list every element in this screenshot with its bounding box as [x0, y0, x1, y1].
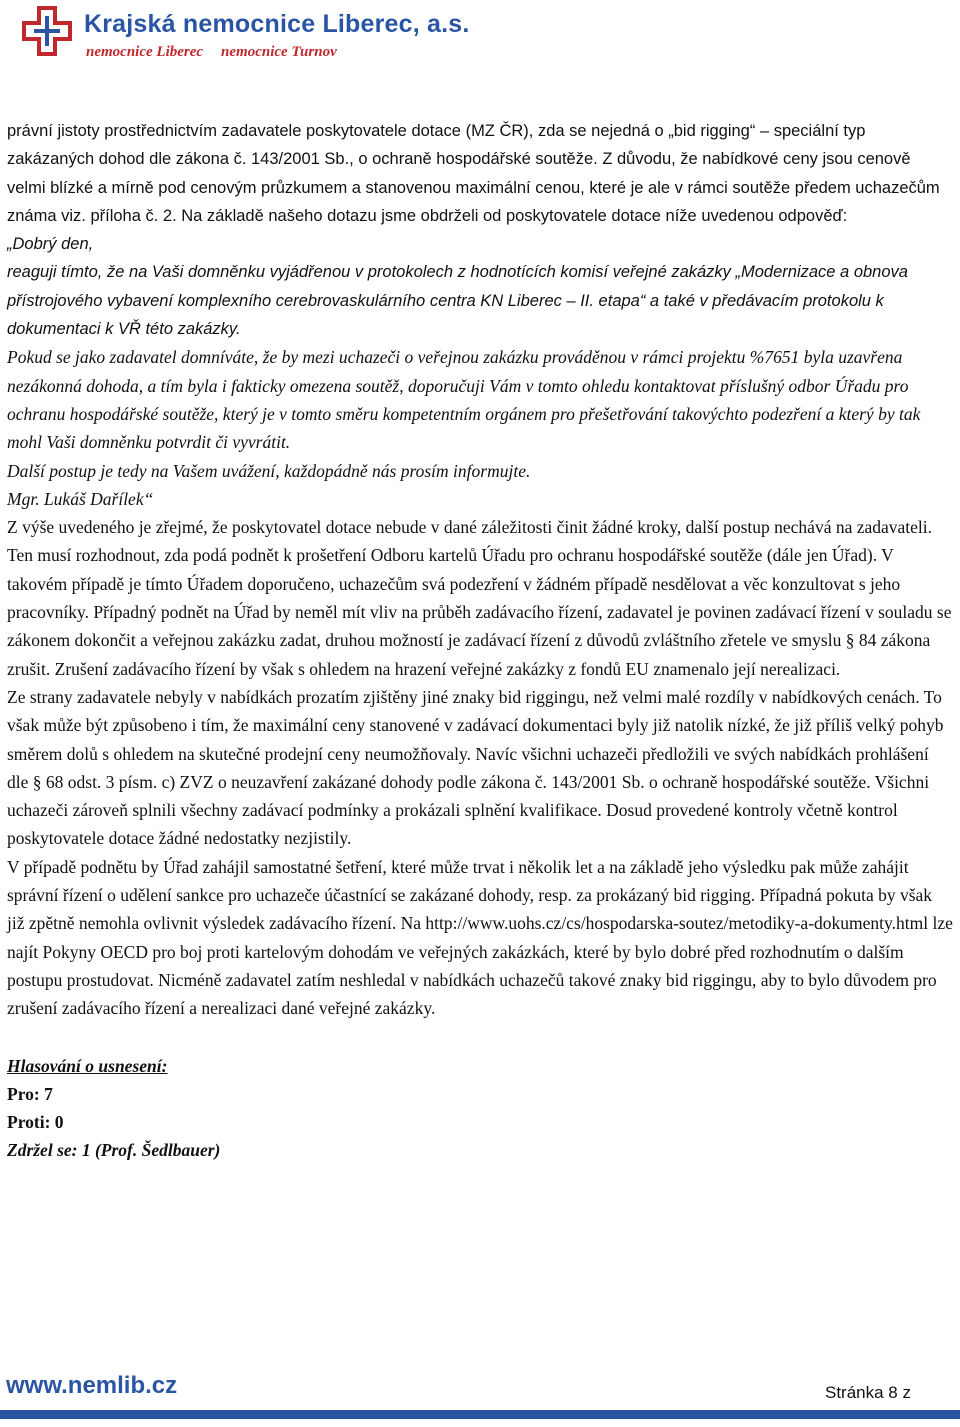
paragraph-findings: Ze strany zadavatele nebyly v nabídkách prozatím zjištěny jiné znaky bid riggingu, než velmi malé rozdíly v nabídkových cenách. To však může být způsobeno i tím, že maximální ceny stanovené v zadávací dokumentaci byly již natolik nízké, že již příliš velký pohyb směrem dolů s ohledem na skutečné prodejní ceny neumožňovaly. Navíc všichni uchazeči předložili ve svých nabídkách prohlášení dle § 68 odst. 3 písm. c) ZVZ o neuzavření zakázané dohody podle zákona č. 143/2001 Sb. o ochraně hospodářské soutěže. Všichni uchazeči zároveň splnili všechny zadávací podmínky a prokázali splnění kvalifikace. Dosud provedené kontroly včetně kontrol poskytovatele dotace žádné nedostatky nezjistily.: [7, 686, 944, 849]
footer-website: www.nemlib.cz: [6, 1372, 178, 1399]
quote-paragraph: reaguji tímto, že na Vaši domněnku vyjádřenou v protokolech z hodnotících komisí veřejné zakázky „Modernizace a obnova přístrojového vybavení komplexního cerebrovaskulárního centra KN Liberec – II. etapa“ a také v předávacím protokolu k dokumentaci k VŘ této zakázky.: [7, 263, 908, 339]
paragraph-intro: právní jistoty prostřednictvím zadavatele poskytovatele dotace (MZ ČR), zda se nejedná o „bid rigging“ – speciální typ zakázaných dohod dle zákona č. 143/2001 Sb., o ochraně hospodářské soutěže. Z důvodu, že nabídkové ceny jsou cenově velmi blízké a mírně pod cenovým průzkumem a stanovenou maximální cenou, které je ale v rámci soutěže předem uchazečům známa viz. příloha č. 2. Na základě našeho dotazu jsme obdrželi od poskytovatele dotace níže uvedenou odpověď:: [7, 122, 940, 225]
footer-divider: [0, 1410, 960, 1419]
footer-page-number: Stránka 8 z: [825, 1383, 911, 1402]
vote-for: Pro: 7: [7, 1083, 53, 1104]
paragraph-procedure: V případě podnětu by Úřad zahájil samostatné šetření, které může trvat i několik let a na základě jeho výsledku pak může zahájit správní řízení o udělení sankce pro uchazeče účastnící se zakázané dohody, resp. za prokázaný bid rigging. Případná pokuta by však již zpětně nemohla ovlivnit výsledek zadávacího řízení. Na http://www.uohs.cz/cs/hospodarska-soutez/metodiky-a-dokumenty.html lze najít Pokyny OECD pro boj proti kartelovým dohodám ve veřejných zakázkách, které by bylo dobré před rozhodnutím o dalším postupu prostudovat. Nicméně zadavatel zatím neshledal v nabídkách uchazečů takové znaky bid riggingu, aby to bylo důvodem pro zrušení zadávacího řízení a nerealizaci dané veřejné zakázky.: [7, 856, 953, 1019]
quote-paragraph: Další postup je tedy na Vašem uvážení, každopádně nás prosím informujte.: [7, 460, 531, 481]
subtitle-turnov: nemocnice Turnov: [221, 44, 337, 60]
quoted-response-continued: [7, 343, 953, 513]
page-header: [0, 0, 960, 80]
organization-name: Krajská nemocnice Liberec, a.s.: [84, 10, 470, 38]
vote-section: [7, 1052, 953, 1165]
vote-against: Proti: 0: [7, 1112, 64, 1133]
quote-paragraph: Pokud se jako zadavatel domníváte, že by mezi uchazeči o veřejnou zakázku prováděnou v rámci projektu %7651 byla uzavřena nezákonná dohoda, a tím byla i fakticky omezena soutěž, doporučuji Vám v tomto ohledu kontaktovat příslušný odbor Úřadu pro ochranu hospodářské soutěže, který je v tomto směru kompetentním orgánem pro přešetřování takovýchto podezření a který by tak mohl Vaši domněnku potvrdit či vyvrátit.: [7, 347, 921, 453]
vote-heading: Hlasování o usnesení:: [7, 1055, 168, 1076]
quoted-response: [7, 230, 953, 343]
quote-signature: Mgr. Lukáš Dařílek“: [7, 488, 154, 509]
organization-subtitle: [86, 44, 355, 61]
subtitle-liberec: nemocnice Liberec: [86, 44, 204, 60]
vote-abstain: Zdržel se: 1 (Prof. Šedlbauer): [7, 1140, 221, 1161]
hospital-cross-icon: [22, 6, 72, 60]
paragraph-conclusion: Z výše uvedeného je zřejmé, že poskytovatel dotace nebude v dané záležitosti činit žádné kroky, další postup nechává na zadavateli. Ten musí rozhodnout, zda podá podnět k prošetření Odboru kartelů Úřadu pro ochranu hospodářské soutěže (dále jen Úřad). V takovém případě je tímto Úřadem doporučeno, uchazečům svá podezření v žádném případě nesdělovat a věc konzultovat s jeho pracovníky. Případný podnět na Úřad by neměl mít vliv na průběh zadávacího řízení, zadavatel je povinen zadávací řízení v souladu se zákonem dokončit a veřejnou zakázku zadat, druhou možností je zadávací řízení z důvodů zvláštního zřetele ve smyslu § 84 zákona zrušit. Zrušení zadávacího řízení by však s ohledem na hrazení veřejné zakázky z fondů EU znamenalo její nerealizaci.: [7, 517, 952, 679]
quote-greeting: „Dobrý den,: [7, 235, 94, 254]
document-body: [7, 117, 953, 1165]
